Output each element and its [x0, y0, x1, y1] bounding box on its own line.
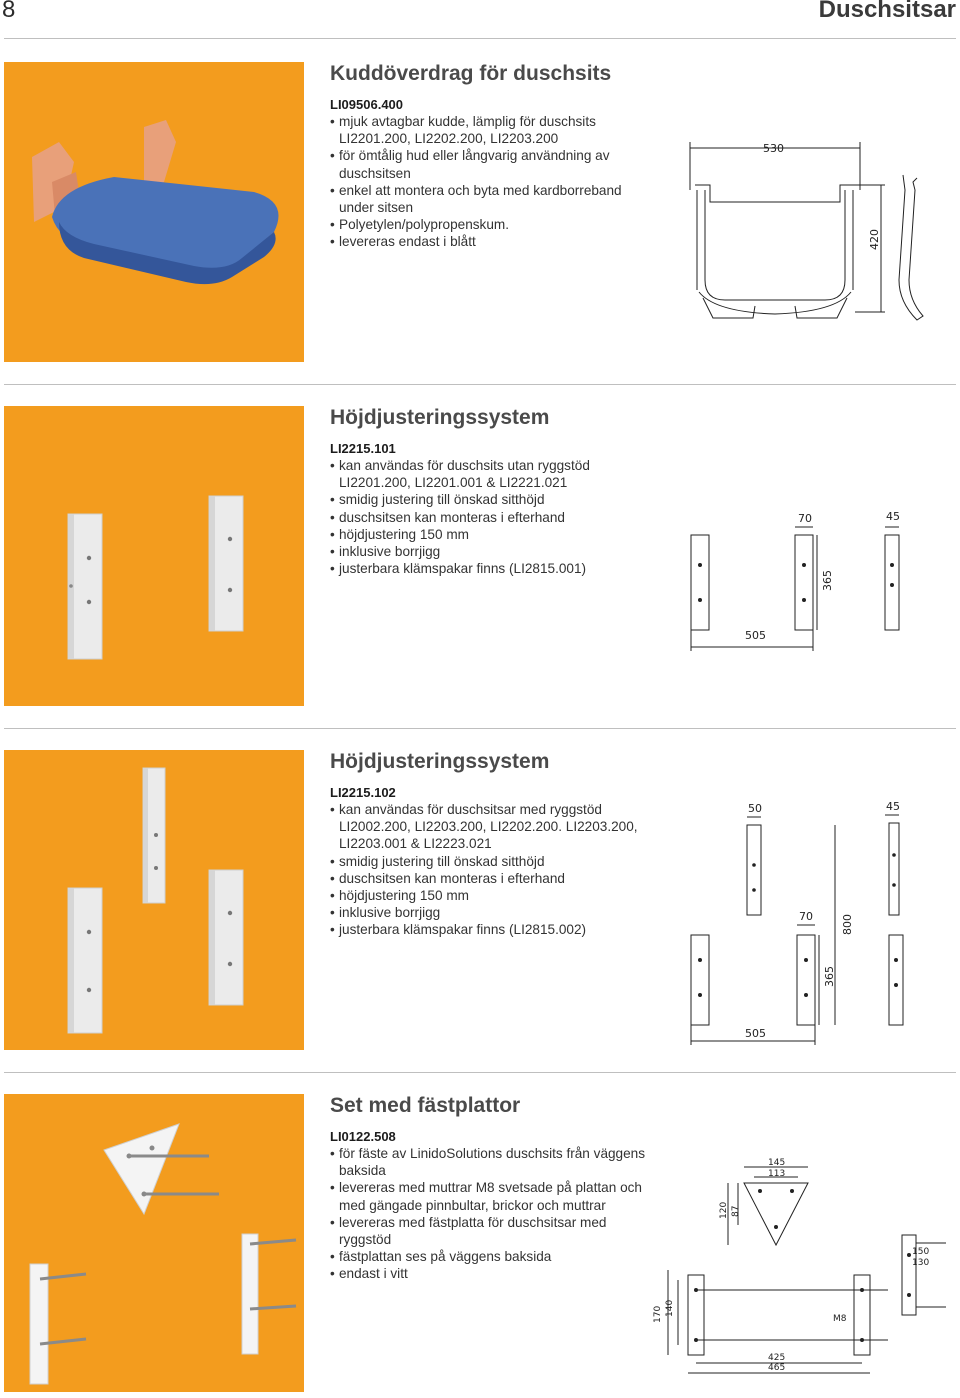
dim-d: 800: [841, 914, 854, 935]
dim-v1: 170: [653, 1305, 663, 1323]
page-title: Duschsitsar: [818, 0, 956, 23]
feature-item: • justerbara klämspakar finns (LI2815.001): [330, 560, 660, 577]
mounting-plates-illustration: [4, 1094, 304, 1392]
cushion-seat-illustration: [4, 62, 304, 362]
section-title: Kuddöverdrag för duschsits: [330, 62, 612, 85]
section-height-system-2: [330, 749, 660, 939]
section-cushion: [330, 61, 660, 251]
photo-cushion-seat: [4, 62, 304, 362]
dim-height: 420: [868, 229, 881, 250]
feature-item: • mjuk avtagbar kudde, lämplig för duschsits LI2201.200, LI2202.200, LI2203.200: [330, 113, 660, 147]
feature-item: • duschsitsen kan monteras i efterhand: [330, 509, 660, 526]
feature-item: • för fäste av LinidoSolutions duschsits från väggens baksida: [330, 1145, 660, 1179]
photo-mounting-plates: [4, 1094, 304, 1392]
feature-item: • justerbara klämspakar finns (LI2815.002): [330, 921, 660, 938]
diagram-height-system-1: [685, 505, 925, 655]
dim-a: 50: [748, 802, 762, 815]
feature-item: • kan användas för duschsits utan ryggstöd LI2201.200, LI2201.001 & LI2221.021: [330, 457, 660, 491]
top-rule: [4, 38, 956, 39]
dim-width: 530: [763, 142, 784, 155]
dim-t2: 113: [768, 1169, 786, 1179]
feature-item: • levereras endast i blått: [330, 233, 660, 250]
section-title: Set med fästplattor: [330, 1094, 521, 1117]
diagram-cushion: [685, 130, 935, 330]
dim-h2: 87: [731, 1205, 741, 1217]
divider: [4, 1072, 956, 1073]
dim-c: 70: [799, 910, 813, 923]
feature-item: • Polyetylen/polypropenskum.: [330, 216, 660, 233]
feature-item: • höjdjustering 150 mm: [330, 526, 660, 543]
dim-h1: 120: [719, 1201, 729, 1219]
feature-item: • smidig justering till önskad sitthöjd: [330, 491, 660, 508]
dim-w1: 425: [768, 1353, 786, 1363]
feature-item: • enkel att montera och byta med kardborreband under sitsen: [330, 182, 660, 216]
rails-backrest-illustration: [4, 750, 304, 1050]
divider: [4, 384, 956, 385]
dim-b: 45: [886, 510, 900, 523]
diagram-mounting-plates: [648, 1155, 948, 1375]
feature-item: • smidig justering till önskad sitthöjd: [330, 853, 660, 870]
feature-list: [330, 113, 660, 251]
dim-d: 505: [745, 629, 766, 642]
page-number: 8: [2, 0, 16, 23]
diagram-height-system-2: [685, 795, 925, 1050]
feature-item: • inklusive borrjigg: [330, 904, 660, 921]
feature-item: • duschsitsen kan monteras i efterhand: [330, 870, 660, 887]
dim-a: 70: [798, 512, 812, 525]
product-code: LI09506.400: [330, 97, 404, 112]
rails-illustration: [4, 406, 304, 706]
feature-list: [330, 1145, 660, 1283]
dim-v2: 140: [665, 1299, 675, 1317]
feature-item: • endast i vitt: [330, 1265, 660, 1282]
section-height-system-1: [330, 405, 660, 577]
dim-f: 505: [745, 1027, 766, 1040]
feature-list: [330, 801, 660, 939]
product-code: LI2215.101: [330, 441, 396, 456]
divider: [4, 728, 956, 729]
feature-item: • inklusive borrjigg: [330, 543, 660, 560]
product-code: LI0122.508: [330, 1129, 396, 1144]
dim-m: M8: [833, 1314, 847, 1324]
product-code: LI2215.102: [330, 785, 396, 800]
feature-item: • levereras med muttrar M8 svetsade på plattan och med gängade pinnbultar, brickor och muttrar: [330, 1179, 660, 1213]
feature-item: • levereras med fästplatta för duschsitsar med ryggstöd: [330, 1214, 660, 1248]
dim-c: 365: [821, 570, 834, 591]
feature-item: • höjdjustering 150 mm: [330, 887, 660, 904]
photo-height-system-1: [4, 406, 304, 706]
photo-height-system-2: [4, 750, 304, 1050]
section-title: Höjdjusteringssystem: [330, 750, 550, 773]
dim-e: 365: [823, 966, 836, 987]
feature-list: [330, 457, 660, 577]
dim-b: 45: [886, 800, 900, 813]
dim-s2: 130: [912, 1258, 930, 1268]
dim-s1: 150: [912, 1247, 930, 1257]
section-mounting-plates: [330, 1093, 660, 1283]
dim-t1: 145: [768, 1158, 786, 1168]
dim-w2: 465: [768, 1363, 786, 1373]
feature-item: • kan användas för duschsitsar med ryggstöd LI2002.200, LI2203.200, LI2202.200. LI2203.200, LI2203.001 & LI2223.021: [330, 801, 660, 853]
feature-item: • för ömtålig hud eller långvarig användning av duschsitsen: [330, 147, 660, 181]
feature-item: • fästplattan ses på väggens baksida: [330, 1248, 660, 1265]
section-title: Höjdjusteringssystem: [330, 406, 550, 429]
